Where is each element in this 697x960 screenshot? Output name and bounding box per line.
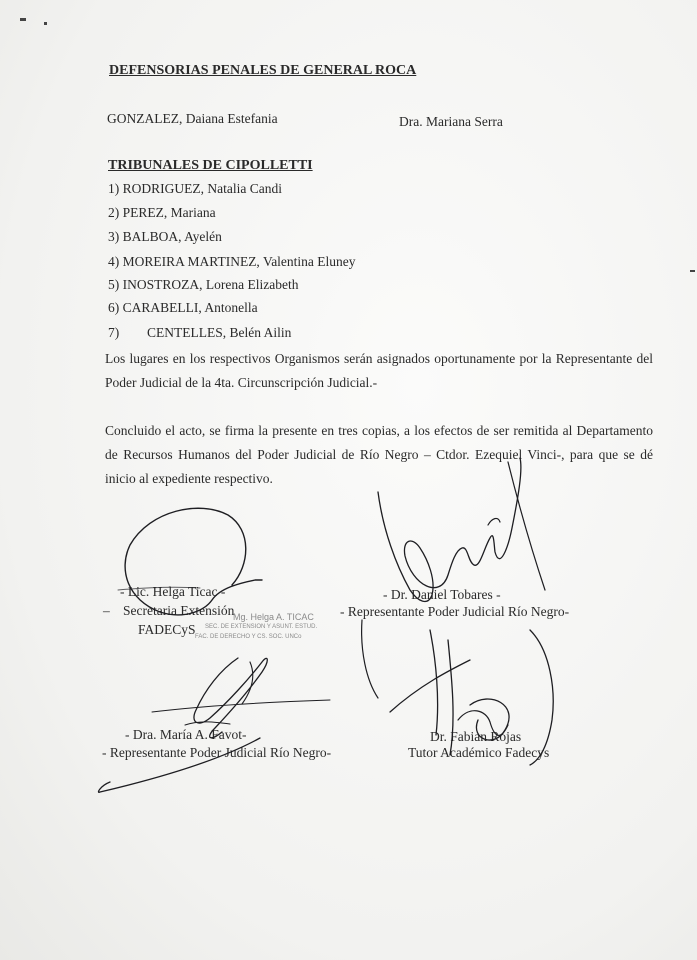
signatory-role-ticac: Secretaria Extensión: [123, 603, 235, 618]
signatory-name-tobares: - Dr. Daniel Tobares -: [383, 587, 501, 602]
scan-mark: [44, 22, 47, 25]
tribunales-item-name: CENTELLES, Belén Ailin: [147, 325, 292, 340]
tribunales-item: 4) MOREIRA MARTINEZ, Valentina Eluney: [108, 254, 356, 269]
tribunales-item: 2) PEREZ, Mariana: [108, 205, 216, 220]
tribunales-item: 5) INOSTROZA, Lorena Elizabeth: [108, 277, 299, 292]
tribunales-title: TRIBUNALES DE CIPOLLETTI: [108, 158, 313, 173]
signatory-role-tobares: - Representante Poder Judicial Río Negro-: [340, 604, 570, 619]
stamp-line: SEC. DE EXTENSION Y ASUNT. ESTUD.: [205, 624, 318, 630]
tribunales-item: 3) BALBOA, Ayelén: [108, 229, 222, 244]
document-title: DEFENSORIAS PENALES DE GENERAL ROCA: [109, 63, 417, 78]
signature-favot: [194, 658, 267, 738]
signatory-name-rojas: Dr. Fabian Rojas: [430, 729, 522, 744]
signatory-name-favot: - Dra. María A. Favot-: [125, 727, 247, 742]
closing-paragraph: Concluido el acto, se firma la presente en tres copias, a los efectos de ser remitida al Departamento de Recursos Humanos del Poder Judicial de Río Negro – Ctdor. Ezequiel Vinci-, para que se dé inicio al expediente respectivo.: [105, 423, 653, 486]
scan-mark: [690, 270, 695, 272]
tribunales-item: 1) RODRIGUEZ, Natalia Candi: [108, 181, 282, 196]
signatory-name-ticac: - Lic. Helga Ticac -: [120, 584, 226, 599]
assignment-paragraph: Los lugares en los respectivos Organismos serán asignados oportunamente por la Representante del Poder Judicial de la 4ta. Circunscripción Judicial.-: [105, 351, 653, 390]
signatory-role-favot: - Representante Poder Judicial Río Negro-: [102, 745, 332, 760]
scan-mark: [20, 18, 26, 21]
stamp-line: Mg. Helga A. TICAC: [233, 612, 314, 622]
signatory-role-rojas: Tutor Académico Fadecys: [408, 745, 550, 760]
tribunales-item: 6) CARABELLI, Antonella: [108, 300, 258, 315]
defensoria-student: GONZALEZ, Daiana Estefania: [107, 111, 278, 126]
defensoria-supervisor: Dra. Mariana Serra: [399, 114, 503, 129]
stamp-line: FAC. DE DERECHO Y CS. SOC. UNCo: [195, 634, 302, 640]
signatory-org-ticac: FADECyS: [138, 622, 196, 637]
tribunales-item-number: 7): [108, 325, 120, 340]
signatory-dash: –: [103, 603, 110, 618]
